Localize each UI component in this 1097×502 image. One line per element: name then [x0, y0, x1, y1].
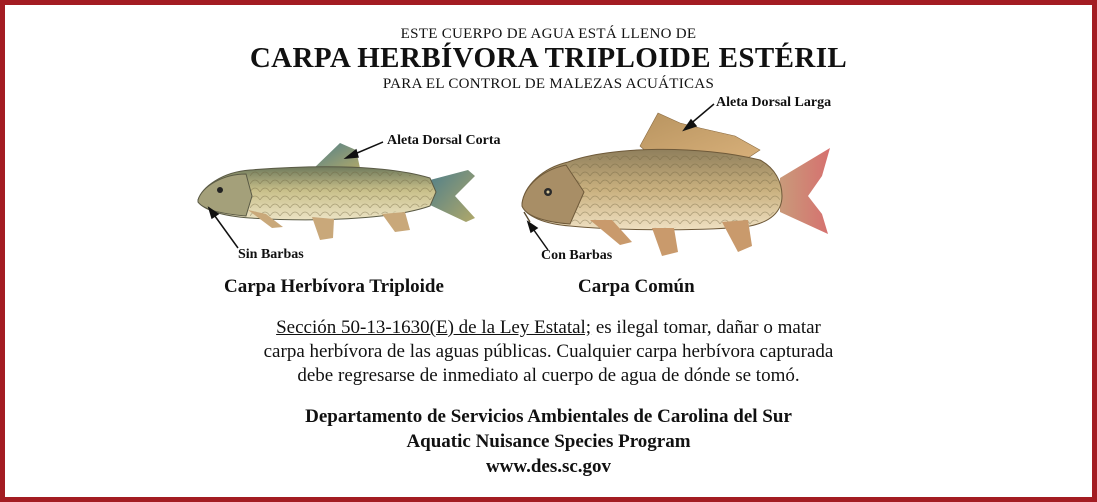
- grass-carp-tail: [430, 170, 475, 222]
- agency-name: Departamento de Servicios Ambientales de Carolina del Sur: [305, 406, 792, 427]
- common-carp-caption: Carpa Común: [578, 276, 695, 297]
- barbels-label: Con Barbas: [541, 248, 613, 263]
- grass-carp-anal-fin: [382, 212, 410, 232]
- common-carp-anal-fin: [722, 220, 752, 252]
- grass-carp-pelvic-fin: [312, 217, 334, 240]
- no-barbels-label: Sin Barbas: [238, 247, 304, 262]
- grass-carp-head: [198, 174, 252, 216]
- common-carp-pelvic-fin: [652, 228, 678, 256]
- law-line-1: [0, 317, 1097, 339]
- law-line-1-rest: es ilegal tomar, dañar o matar: [591, 317, 821, 338]
- grass-carp-illustration: [198, 143, 475, 240]
- long-dorsal-label: Aleta Dorsal Larga: [716, 95, 832, 110]
- arrow-long-dorsal-icon: [684, 104, 714, 130]
- program-name: Aquatic Nuisance Species Program: [406, 431, 691, 452]
- arrow-barbels-icon: [528, 222, 548, 250]
- short-dorsal-label: Aleta Dorsal Corta: [387, 133, 501, 148]
- law-citation: Sección 50-13-1630(E) de la Ley Estatal;: [276, 317, 592, 338]
- website-link[interactable]: www.des.sc.gov: [485, 456, 612, 477]
- header-pretitle: ESTE CUERPO DE AGUA ESTÁ LLENO DE: [400, 26, 697, 42]
- law-line-3: debe regresarse de inmediato al cuerpo de agua de dónde se tomó.: [297, 365, 800, 386]
- common-carp-illustration: [522, 113, 830, 256]
- grass-carp-caption: Carpa Herbívora Triploide: [224, 276, 444, 297]
- law-line-2: carpa herbívora de las aguas públicas. Cualquier carpa herbívora capturada: [263, 341, 834, 362]
- common-carp-tail: [780, 148, 830, 234]
- header-title: CARPA HERBÍVORA TRIPLOIDE ESTÉRIL: [249, 42, 848, 74]
- header-subtitle: PARA EL CONTROL DE MALEZAS ACUÁTICAS: [382, 76, 715, 92]
